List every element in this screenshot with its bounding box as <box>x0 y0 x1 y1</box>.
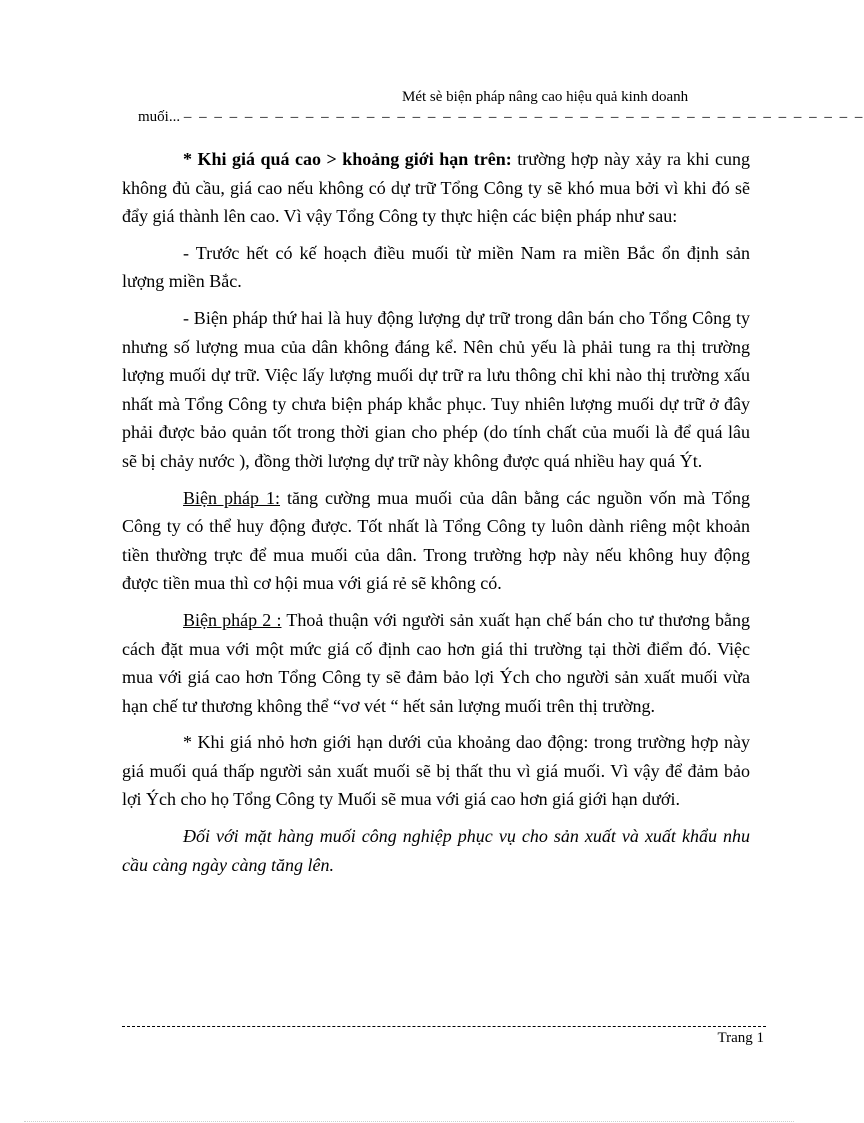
paragraph-high-price <box>122 145 750 231</box>
running-header-title: Mét sè biện pháp nâng cao hiệu quả kinh doanh <box>402 89 689 105</box>
paragraph-measure-transfer: - Trước hết có kế hoạch điều muối từ miền Nam ra miền Bắc ổn định sản lượng miền Bắc. <box>122 242 750 292</box>
paragraph-solution-2 <box>122 606 750 720</box>
high-price-heading: * Khi giá quá cao > khoảng giới hạn trên: <box>183 149 512 169</box>
paragraph-solution-1 <box>122 484 750 598</box>
page-bottom-border <box>24 1121 794 1122</box>
header-dashed-rule: – – – – – – – – – – – – – – – – – – – – – – – – – – – – – – – – – – – – – – – – – – – – – <box>183 109 864 125</box>
solution-1-label: Biện pháp 1: <box>183 487 281 508</box>
high-price-text: trường hợp này xảy ra khi cung không đủ cầu, giá cao nếu không có dự trữ Tổng Công ty sẽ khó mua bởi vì khi đó sẽ đẩy giá thành lên cao. Vì vậy Tổng Công ty thực hiện các biện pháp như sau: <box>122 149 750 227</box>
solution-2-label: Biện pháp 2 : <box>183 609 282 630</box>
paragraph-measure-reserve: - Biện pháp thứ hai là huy động lượng dự trữ trong dân bán cho Tổng Công ty nhưng số lượng mua của dân không đáng kể. Nên chủ yếu là phải tung ra thị trường lượng muối dự trữ. Việc lấy lượng muối dự trữ ra lưu thông chỉ khi nào thị trường xấu nhất mà Tổng Công ty chưa biện pháp khắc phục. Tuy nhiên lượng muối dự trữ ở đây phải được bảo quản tốt trong thời gian cho phép (do tính chất của muối là để quá lâu sẽ bị chảy nước ), đồng thời lượng dự trữ này không được quá nhiều hay quá Ýt. <box>122 307 750 471</box>
paragraph-industrial-salt: Đối với mặt hàng muối công nghiệp phục vụ cho sản xuất và xuất khẩu nhu cầu càng ngày càng tăng lên. <box>122 826 750 875</box>
running-header-continuation <box>138 109 864 129</box>
solution-2-text: Thoả thuận với người sản xuất hạn chế bán cho tư thương bằng cách đặt mua với một mức giá cố định cao hơn giá thi trường tại thời điểm đó. Việc mua với giá cao hơn Tổng Công ty sẽ đảm bảo lợi Ých cho người sản xuất muối vừa hạn chế tư thương không thể “vơ vét “ hết sản lượng muối trên thị trường. <box>122 609 750 716</box>
document-body <box>122 145 750 887</box>
page-number: Trang 1 <box>717 1030 764 1046</box>
paragraph-low-price: * Khi giá nhỏ hơn giới hạn dưới của khoảng dao động: trong trường hợp này giá muối quá thấp người sản xuất muối sẽ bị thất thu vì giá muối. Vì vậy để đảm bảo lợi Ých cho họ Tổng Công ty Muối sẽ mua với giá cao hơn giá giới hạn dưới. <box>122 732 750 810</box>
running-header-title-end: muối... <box>138 109 181 125</box>
solution-1-text: tăng cường mua muối của dân bằng các nguồn vốn mà Tổng Công ty có thể huy động được. Tốt nhất là Tổng Công ty luôn dành riêng một khoản tiền thường trực để mua muối của dân. Trong trường hợp này nếu không huy động được tiền mua thì cơ hội mua với giá rẻ sẽ không có. <box>122 487 750 594</box>
footer-dashed-rule <box>122 1026 766 1027</box>
